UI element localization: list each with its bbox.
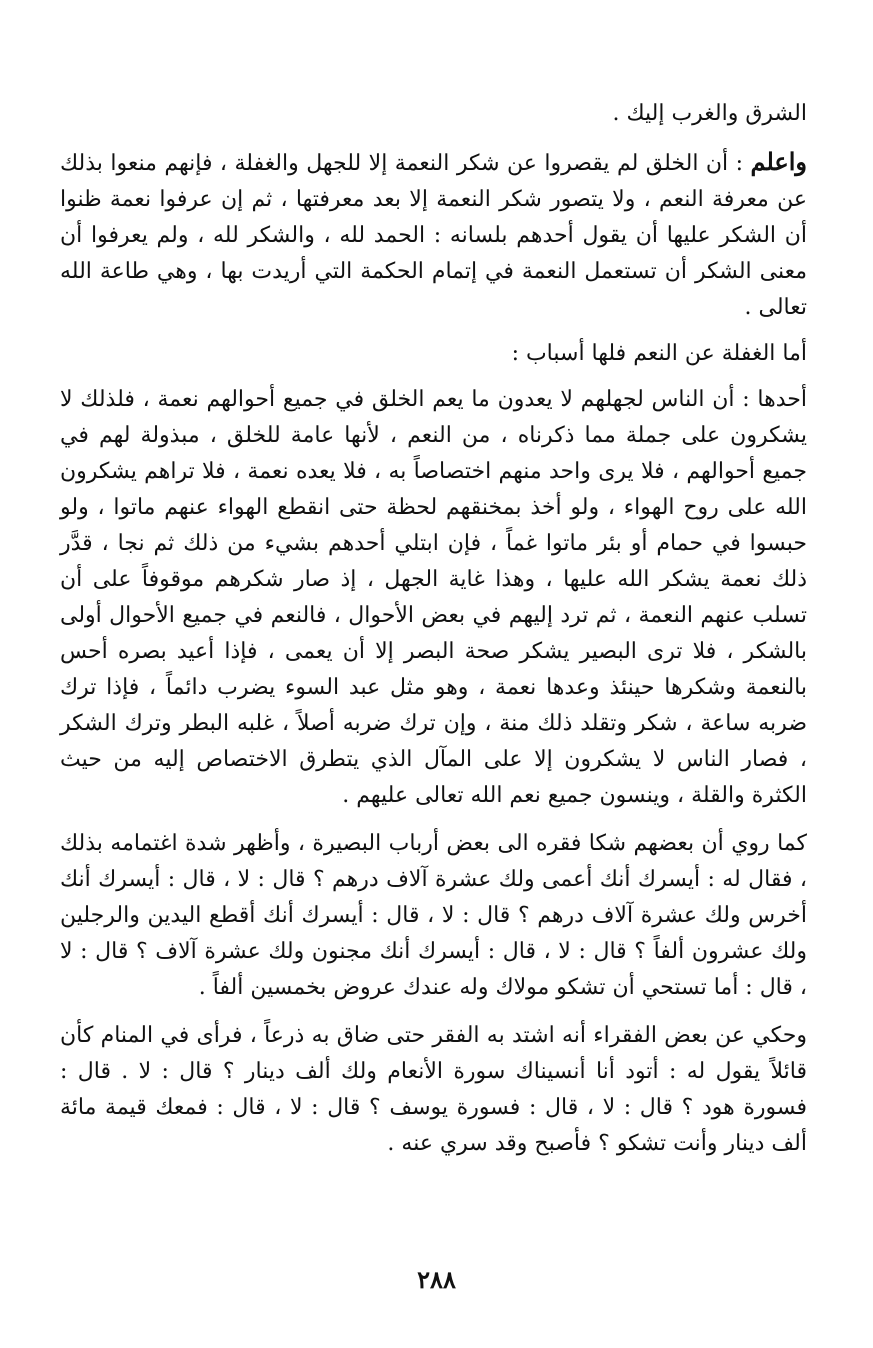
paragraph-anecdote-poverty (60, 826, 807, 1006)
page-body (60, 96, 807, 1162)
paragraph-continuation (60, 96, 807, 132)
paragraph-text: أحدها : أن الناس لجهلهم لا يعدون ما يعم الخلق في جميع أحوالهم نعمة ، فلذلك لا يشكرون على جملة مما ذكرناه ، من النعم ، لأنها عامة للخلق ، مبذولة لهم في جميع أحوالهم ، فلا يرى واحد منهم اختصاصاً به ، فلا يعده نعمة ، فلا تراهم يشكرون الله على روح الهواء ، ولو أخذ بمخنقهم لحظة حتى انقطع الهواء عنهم ماتوا ، ولو حبسوا في حمام أو بئر ماتوا غماً ، فإن ابتلي أحدهم بشيء من ذلك ثم نجا ، قدَّر ذلك نعمة يشكر الله عليها ، وهذا غاية الجهل ، إذ صار شكرهم موقوفاً على أن تسلب عنهم النعمة ، ثم ترد إليهم في بعض الأحوال ، فالنعم في جميع الأحوال أولى بالشكر ، فلا ترى البصير يشكر صحة البصر إلا أن يعمى ، فإذا أعيد بصره أحس بالنعمة وشكرها حينئذ وعدها نعمة ، وهو مثل عبد السوء يضرب دائماً ، فإذا ترك ضربه ساعة ، شكر وتقلد ذلك منة ، وإن ترك ضربه أصلاً ، غلبه البطر وترك الشكر ، فصار الناس لا يشكرون إلا على المآل الذي يتطرق الاختصاص إليه من حيث الكثرة والقلة ، وينسون جميع نعم الله تعالى عليهم . (60, 387, 807, 808)
page-number: ٢٨٨ (417, 1265, 456, 1294)
paragraph-text: الشرق والغرب إليك . (612, 101, 807, 126)
paragraph-lead-word: واعلم (750, 147, 807, 176)
paragraph-text: كما روي أن بعضهم شكا فقره الى بعض أرباب البصيرة ، وأظهر شدة اغتمامه بذلك ، فقال له : أيسرك أنك أعمى ولك عشرة آلاف درهم ؟ قال : لا ، قال : أيسرك أنك أخرس ولك عشرة آلاف درهم ؟ قال : لا ، قال : أيسرك أنك أقطع اليدين والرجلين ولك عشرون ألفاً ؟ قال : لا ، قال : أيسرك أنك مجنون ولك عشرة آلاف ؟ قال : لا ، قال : أما تستحي أن تشكو مولاك وله عندك عروض بخمسين ألفاً . (60, 831, 807, 1000)
paragraph-anecdote-dream (60, 1018, 807, 1162)
paragraph-first-cause (60, 382, 807, 814)
paragraph-text: أما الغفلة عن النعم فلها أسباب : (511, 341, 807, 366)
paragraph-text: وحكي عن بعض الفقراء أنه اشتد به الفقر حتى ضاق به ذرعاً ، فرأى في المنام كأن قائلاً يقول له : أتود أنا أنسيناك سورة الأنعام ولك ألف دينار ؟ قال : لا . قال : فسورة هود ؟ قال : لا ، قال : فسورة يوسف ؟ قال : لا ، قال : فمعك قيمة مائة ألف دينار وأنت تشكو ؟ فأصبح وقد سري عنه . (60, 1023, 807, 1156)
paragraph-causes-heading (60, 336, 807, 372)
paragraph-know (60, 144, 807, 326)
paragraph-text: : أن الخلق لم يقصروا عن شكر النعمة إلا للجهل والغفلة ، فإنهم منعوا بذلك عن معرفة النعم ، ولا يتصور شكر النعمة إلا بعد معرفتها ، ثم إن عرفوا نعمة ظنوا أن الشكر عليها أن يقول أحدهم بلسانه : الحمد لله ، والشكر لله ، ولم يعرفوا أن معنى الشكر أن تستعمل النعمة في إتمام الحكمة التي أريدت بها ، وهي طاعة الله تعالى . (60, 151, 807, 320)
